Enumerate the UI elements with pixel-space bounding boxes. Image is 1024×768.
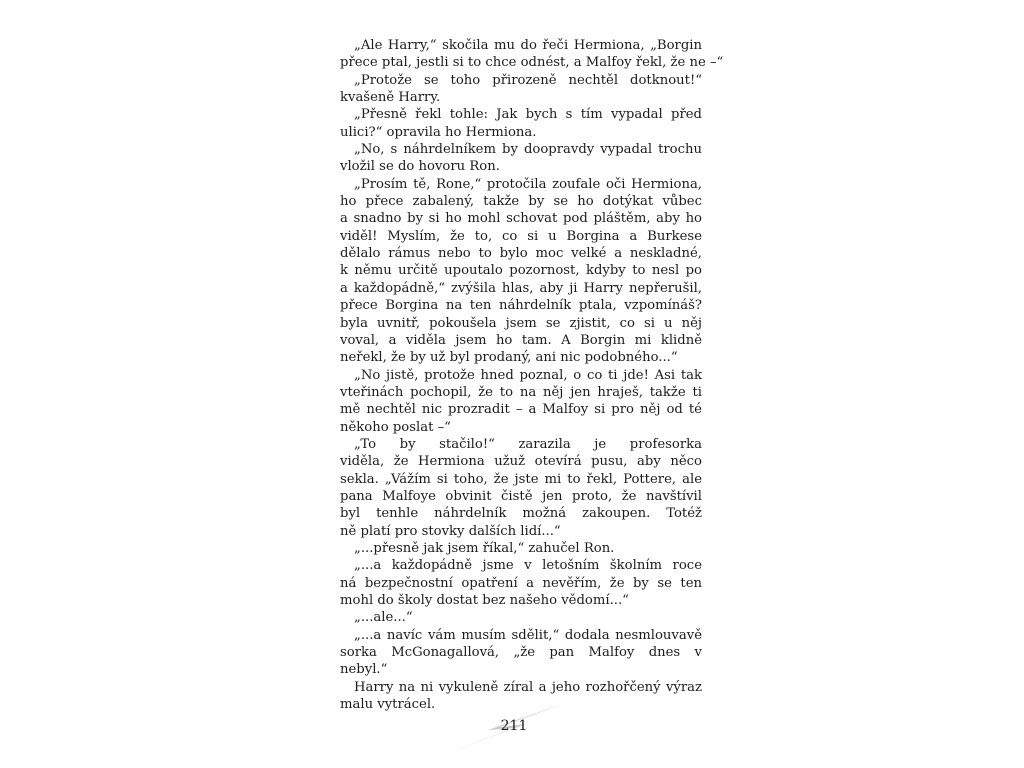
text-line: voval, a viděla jsem ho tam. A Borgin mi klidně <box>340 332 702 348</box>
text-line: viděla, že Hermiona užuž otevírá pusu, aby něco <box>340 454 702 470</box>
text-line: „No, s náhrdelníkem by doopravdy vypadal trochu <box>354 142 702 158</box>
text-line: sorka McGonagallová, „že pan Malfoy dnes v <box>340 645 702 661</box>
text-line: vložil se do hovoru Ron. <box>340 159 500 175</box>
text-line: dělalo rámus nebo to bylo moc velké a neskladné, <box>340 246 702 262</box>
text-line: „...ale...“ <box>354 610 413 626</box>
text-line: „Protože se toho přirozeně nechtěl dotknout!“ <box>354 72 702 88</box>
text-line: ně platí pro stovky dalších lidí...“ <box>340 523 561 539</box>
text-line: byl tenhle náhrdelník možná zakoupen. Totéž <box>340 506 702 522</box>
page-number-text: 211 <box>500 718 528 734</box>
text-line: přece Borgina na ten náhrdelník ptala, vzpomínáš? <box>340 298 702 314</box>
text-line: „...a každopádně jsme v letošním školním roce <box>354 558 702 574</box>
text-line: ná bezpečnostní opatření a nevěřím, že by se ten <box>340 575 702 591</box>
text-line: malu vytrácel. <box>340 697 436 713</box>
text-line: mě nechtěl nic prozradit – a Malfoy si pro něj od té <box>340 402 702 418</box>
text-line: nebyl.“ <box>340 662 388 678</box>
text-line: sekla. „Vážím si toho, že jste mi to řekl, Pottere, ale <box>340 471 702 487</box>
page-number <box>0 718 1024 734</box>
text-line: vteřinách pochopil, že to na něj jen hraješ, takže ti <box>340 384 702 400</box>
text-line: kvašeně Harry. <box>340 90 441 106</box>
text-line: pana Malfoye obvinit čistě jen proto, že navštívil <box>340 488 702 504</box>
text-line: „Přesně řekl tohle: Jak bych s tím vypadal před <box>354 107 702 123</box>
text-line: „Ale Harry,“ skočila mu do řeči Hermiona, „Borgin <box>354 38 702 53</box>
text-line: „No jistě, protože hned poznal, o co ti jde! Asi tak <box>354 367 702 383</box>
text-line: a snadno by si ho mohl schovat pod pláštěm, aby ho <box>340 211 702 227</box>
text-line: a každopádně,“ zvýšila hlas, aby ji Harry nepřerušil, <box>340 280 702 296</box>
text-line: ho přece zabalený, takže by se ho dotýkat vůbec <box>340 194 702 210</box>
text-line: někoho poslat –“ <box>340 419 451 435</box>
text-line: viděl! Myslím, že to, co si u Borgina a Burkese <box>340 228 702 244</box>
text-line: neřekl, že by už byl prodaný, ani nic podobného...“ <box>340 350 678 366</box>
text-line: Harry na ni vykuleně zíral a jeho rozhořčený výraz <box>354 679 702 695</box>
text-line: ulici?“ opravila ho Hermiona. <box>340 124 537 140</box>
text-line: „Prosím tě, Rone,“ protočila zoufale oči Hermiona, <box>354 176 702 192</box>
text-line: byla uvnitř, pokoušela jsem se zjistit, co si u něj <box>340 315 702 331</box>
text-line: k němu určitě upoutalo pozornost, kdyby to nesl po <box>340 263 702 279</box>
text-line: přece ptal, jestli si to chce odnést, a Malfoy řekl, že ne –“ <box>340 55 724 71</box>
text-line: „...a navíc vám musím sdělit,“ dodala nesmlouvavě <box>354 627 702 643</box>
text-line: „To by stačilo!“ zarazila je profesorka <box>354 436 702 452</box>
page-body-text <box>340 37 724 713</box>
text-line: mohl do školy dostat bez našeho vědomí...“ <box>340 593 629 608</box>
text-line: „...přesně jak jsem říkal,“ zahučel Ron. <box>354 540 615 556</box>
